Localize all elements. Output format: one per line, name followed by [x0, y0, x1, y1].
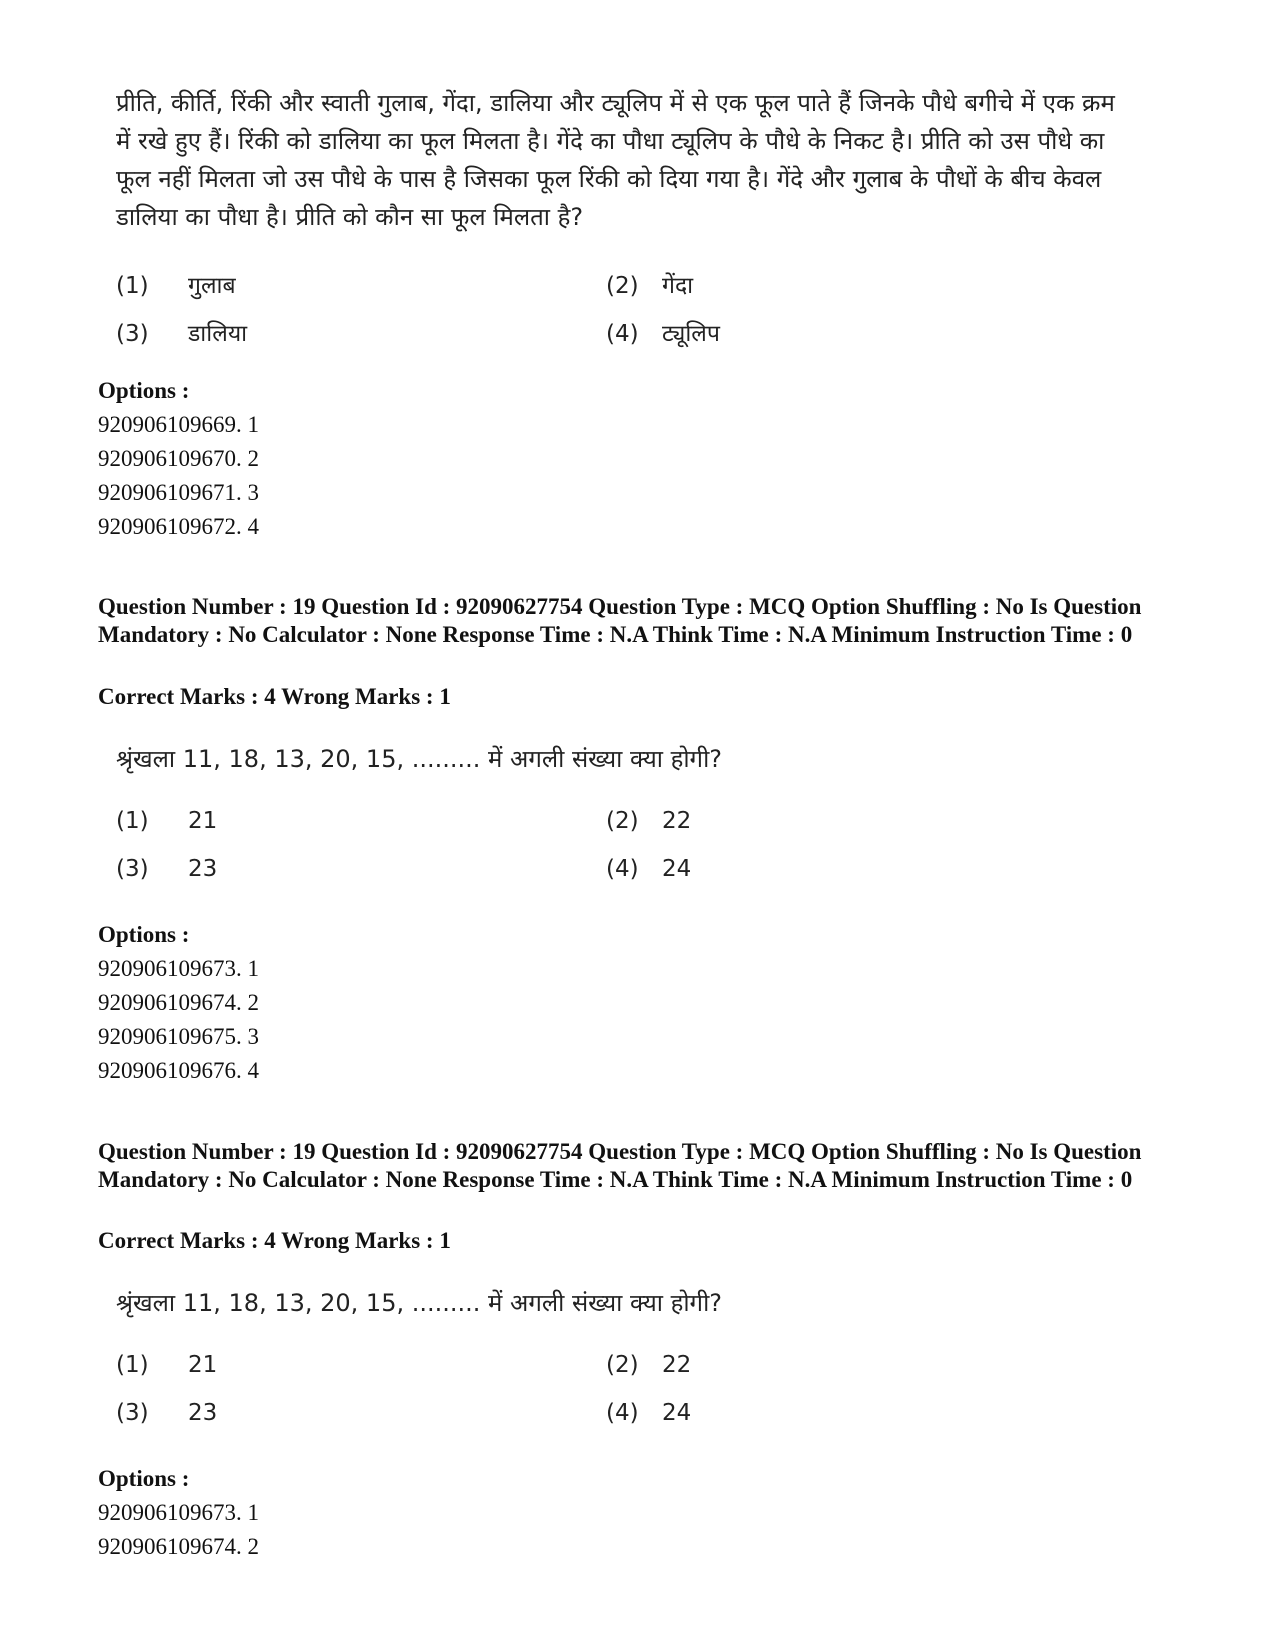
options-label: Options :: [98, 922, 190, 947]
question-meta: Question Number : 19 Question Id : 92090627754 Question Type : MCQ Option Shuffling : No Is Question Mandatory : No Calculator : None Response Time : N.A Think Time : N.A Minimum Instruction Time : 0: [98, 594, 1142, 647]
choice-number: (1): [116, 273, 149, 299]
choice-text: 22: [662, 1352, 692, 1378]
marks-line: Correct Marks : 4 Wrong Marks : 1: [98, 1228, 451, 1253]
choice-number: (2): [606, 1352, 639, 1378]
choice-text: डालिया: [188, 321, 248, 347]
choice-number: (4): [606, 321, 639, 347]
choice-number: (4): [606, 1400, 639, 1426]
option-id-line: 920906109673. 1: [98, 1500, 259, 1525]
option-id-line: 920906109673. 1: [98, 956, 259, 981]
choice-number: (2): [606, 273, 639, 299]
marks-line: Correct Marks : 4 Wrong Marks : 1: [98, 684, 451, 709]
choice-2: [606, 268, 693, 300]
choice-number: (1): [116, 1352, 149, 1378]
option-id-line: 920906109670. 2: [98, 446, 259, 471]
choice-2: [606, 1352, 691, 1378]
question-text: श्रृंखला 11, 18, 13, 20, 15, ......... में अगली संख्या क्या होगी?: [116, 745, 723, 773]
question-meta: Question Number : 19 Question Id : 92090627754 Question Type : MCQ Option Shuffling : No Is Question Mandatory : No Calculator : None Response Time : N.A Think Time : N.A Minimum Instruction Time : 0: [98, 1139, 1142, 1192]
choice-text: गुलाब: [188, 273, 236, 299]
option-id-line: 920906109671. 3: [98, 480, 259, 505]
choice-text: गेंदा: [662, 273, 694, 299]
choice-3: [116, 316, 247, 348]
choice-text: 21: [188, 808, 218, 834]
choice-3: [116, 856, 217, 882]
choice-text: 23: [188, 856, 218, 882]
options-label: Options :: [98, 378, 190, 403]
choice-text: 24: [662, 856, 692, 882]
choice-text: 24: [662, 1400, 692, 1426]
choice-number: (3): [116, 856, 149, 882]
choice-2: [606, 808, 691, 834]
option-id-line: 920906109669. 1: [98, 412, 259, 437]
question-text: श्रृंखला 11, 18, 13, 20, 15, ......... में अगली संख्या क्या होगी?: [116, 1289, 723, 1317]
option-id-line: 920906109674. 2: [98, 990, 259, 1015]
option-id-line: 920906109674. 2: [98, 1534, 259, 1559]
choice-1: [116, 808, 217, 834]
choice-number: (2): [606, 808, 639, 834]
choice-3: [116, 1400, 217, 1426]
choice-4: [606, 856, 691, 882]
choice-number: (3): [116, 1400, 149, 1426]
choice-text: 22: [662, 808, 692, 834]
choice-number: (3): [116, 321, 149, 347]
choice-4: [606, 1400, 691, 1426]
option-id-line: 920906109676. 4: [98, 1058, 259, 1083]
choice-1: [116, 268, 236, 300]
choice-text: 21: [188, 1352, 218, 1378]
option-id-line: 920906109675. 3: [98, 1024, 259, 1049]
choice-text: 23: [188, 1400, 218, 1426]
option-id-line: 920906109672. 4: [98, 514, 259, 539]
choice-number: (1): [116, 808, 149, 834]
choice-text: ट्यूलिप: [662, 321, 720, 347]
choice-1: [116, 1352, 217, 1378]
question-text: प्रीति, कीर्ति, रिंकी और स्वाती गुलाब, गेंदा, डालिया और ट्यूलिप में से एक फूल पाते हैं जिनके पौधे बगीचे में एक क्रम में रखे हुए हैं। रिंकी को डालिया का फूल मिलता है। गेंदे का पौधा ट्यूलिप के पौधे के निकट है। प्रीति को उस पौधे का फूल नहीं मिलता जो उस पौधे के पास है जिसका फूल रिंकी को दिया गया है। गेंदे और गुलाब के पौधों के बीच केवल डालिया का पौधा है। प्रीति को कौन सा फूल मिलता है?: [116, 89, 1115, 231]
options-label: Options :: [98, 1466, 190, 1491]
choice-number: (4): [606, 856, 639, 882]
choice-4: [606, 316, 720, 348]
